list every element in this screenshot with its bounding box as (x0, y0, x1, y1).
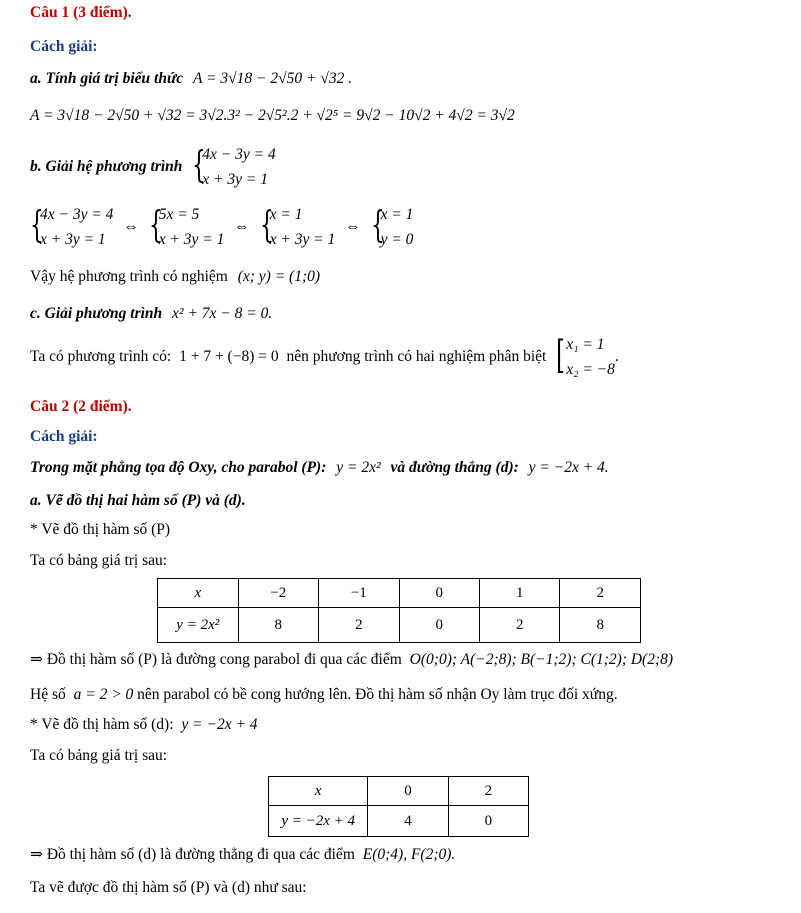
q2-method-label: Cách giải: (30, 428, 98, 445)
q1-part-b-heading (30, 142, 276, 192)
table-cell: −2 (238, 579, 319, 608)
value-table-d (268, 776, 529, 837)
q2-intro-expr2: y = −2x + 4. (528, 459, 609, 476)
q1-a-solution: A = 3√18 − 2√50 + √32 = 3√2.3² − 2√5².2 + √2⁵ = 9√2 − 10√2 + 4√2 = 3√2 (30, 107, 515, 124)
q1-b-conclusion (30, 268, 320, 286)
q1-c-solution (30, 332, 619, 382)
table-cell: x (158, 579, 239, 608)
q1-b-conclusion-expr: (x; y) = (1;0) (237, 268, 321, 285)
q1-part-c-heading (30, 305, 272, 323)
q1-c-label: c. Giải phương trình (30, 305, 163, 322)
q1-b-eq2: x + 3y = 1 (202, 171, 268, 188)
q2-p-result-points: O(0;0); A(−2;8); B(−1;2); C(1;2); D(2;8) (409, 651, 674, 668)
q1-c-root2: x₂ = −8 (566, 361, 615, 378)
table-cell: 0 (399, 608, 479, 643)
q1-title: Câu 1 (3 điểm). (30, 4, 132, 21)
q2-intro-text1: Trong mặt phẳng tọa độ Oxy, cho parabol (P): (30, 459, 327, 476)
table-cell: 1 (480, 579, 560, 608)
q1-b-step3-eq2: x + 3y = 1 (269, 231, 336, 248)
table-row (269, 777, 529, 806)
q2-coef-expr: a = 2 > 0 (73, 686, 134, 703)
q2-intro (30, 459, 609, 477)
q2-title: Câu 2 (2 điểm). (30, 398, 132, 415)
q1-b-step4: { x = 1 y = 0 (371, 202, 414, 252)
q1-c-check: 1 + 7 + (−8) = 0 (179, 348, 279, 365)
q2-table2-intro: Ta có bảng giá trị sau: (30, 747, 168, 764)
table-row (158, 608, 641, 643)
q1-b-conclusion-text: Vậy hệ phương trình có nghiệm (30, 268, 228, 285)
q1-b-system: { 4x − 3y = 4 x + 3y = 1 (192, 142, 275, 192)
q2-p-heading: * Vẽ đồ thị hàm số (P) (30, 521, 171, 538)
q2-d-result (30, 845, 455, 864)
q1-b-step3-eq1: x = 1 (269, 206, 303, 223)
equivalence-arrow-icon: ⇔ (123, 218, 139, 235)
table-cell: 8 (238, 608, 319, 643)
table-cell: 2 (480, 608, 560, 643)
q2-coef-text2: nên parabol có bề cong hướng lên. Đồ thị hàm số nhận Oy làm trục đối xứng. (137, 686, 618, 703)
q2-coef-text1: Hệ số (30, 686, 66, 703)
table-cell: 0 (399, 579, 479, 608)
q1-b-step3: { x = 1 x + 3y = 1 (260, 202, 336, 252)
q1-b-step2-eq1: 5x = 5 (158, 206, 200, 223)
table-row (269, 806, 529, 837)
q2-d-heading (30, 716, 258, 734)
q1-c-roots: [ x₁ = 1 x₂ = −8 (556, 332, 615, 382)
q2-table1-intro: Ta có bảng giá trị sau: (30, 552, 168, 569)
table-cell: 2 (448, 777, 528, 806)
q2-part-a-heading: a. Vẽ đồ thị hai hàm số (P) và (d). (30, 492, 246, 509)
table-cell: 8 (560, 608, 641, 643)
q1-c-text1: Ta có phương trình có: (30, 348, 172, 365)
q1-b-step4-eq2: y = 0 (380, 231, 414, 248)
q1-part-a-heading (30, 70, 352, 88)
table-cell: y = −2x + 4 (269, 806, 368, 837)
q2-final-line: Ta vẽ được đồ thị hàm số (P) và (d) như sau: (30, 879, 307, 896)
table-cell: y = 2x² (158, 608, 239, 643)
q1-c-text2: nên phương trình có hai nghiệm phân biệt (286, 348, 547, 365)
q1-method-label: Cách giải: (30, 38, 98, 55)
q1-a-expression: A = 3√18 − 2√50 + √32 . (193, 70, 353, 87)
equivalence-arrow-icon: ⇔ (234, 218, 250, 235)
table-cell: 0 (448, 806, 528, 837)
q2-coefficient-note (30, 686, 618, 704)
table-cell: x (269, 777, 368, 806)
value-table-p (157, 578, 641, 643)
q2-p-result-text: ⇒ Đồ thị hàm số (P) là đường cong parabol đi qua các điểm (30, 651, 402, 668)
q2-d-result-text: ⇒ Đồ thị hàm số (d) là đường thẳng đi qua các điểm (30, 846, 355, 863)
q1-a-label: a. Tính giá trị biểu thức (30, 70, 184, 87)
table-cell: 0 (368, 777, 448, 806)
q2-d-result-points: E(0;4), F(2;0). (362, 846, 456, 863)
q1-b-step1-eq1: 4x − 3y = 4 (40, 206, 114, 223)
table-cell: −1 (319, 579, 400, 608)
q2-p-result (30, 650, 673, 669)
q2-intro-text2: và đường thẳng (d): (390, 459, 519, 476)
q1-c-end: . (614, 348, 619, 365)
q2-d-heading-text: * Vẽ đồ thị hàm số (d): (30, 716, 174, 733)
q1-c-root1: x₁ = 1 (566, 336, 605, 353)
table-cell: 2 (319, 608, 400, 643)
q1-b-step1-eq2: x + 3y = 1 (40, 231, 106, 248)
q1-b-step2: { 5x = 5 x + 3y = 1 (149, 202, 225, 252)
table-cell: 4 (368, 806, 448, 837)
q2-intro-expr1: y = 2x² (336, 459, 381, 476)
q1-c-expr: x² + 7x − 8 = 0. (172, 305, 273, 322)
table-cell: 2 (560, 579, 641, 608)
q1-b-eq1: 4x − 3y = 4 (202, 146, 276, 163)
q1-b-step2-eq2: x + 3y = 1 (158, 231, 225, 248)
table-row (158, 579, 641, 608)
q1-b-label: b. Giải hệ phương trình (30, 158, 183, 175)
q1-b-solution-chain (30, 202, 413, 252)
q1-b-step4-eq1: x = 1 (380, 206, 414, 223)
q2-d-heading-expr: y = −2x + 4 (181, 716, 258, 733)
equivalence-arrow-icon: ⇔ (345, 218, 361, 235)
q1-b-step1: { 4x − 3y = 4 x + 3y = 1 (30, 202, 113, 252)
